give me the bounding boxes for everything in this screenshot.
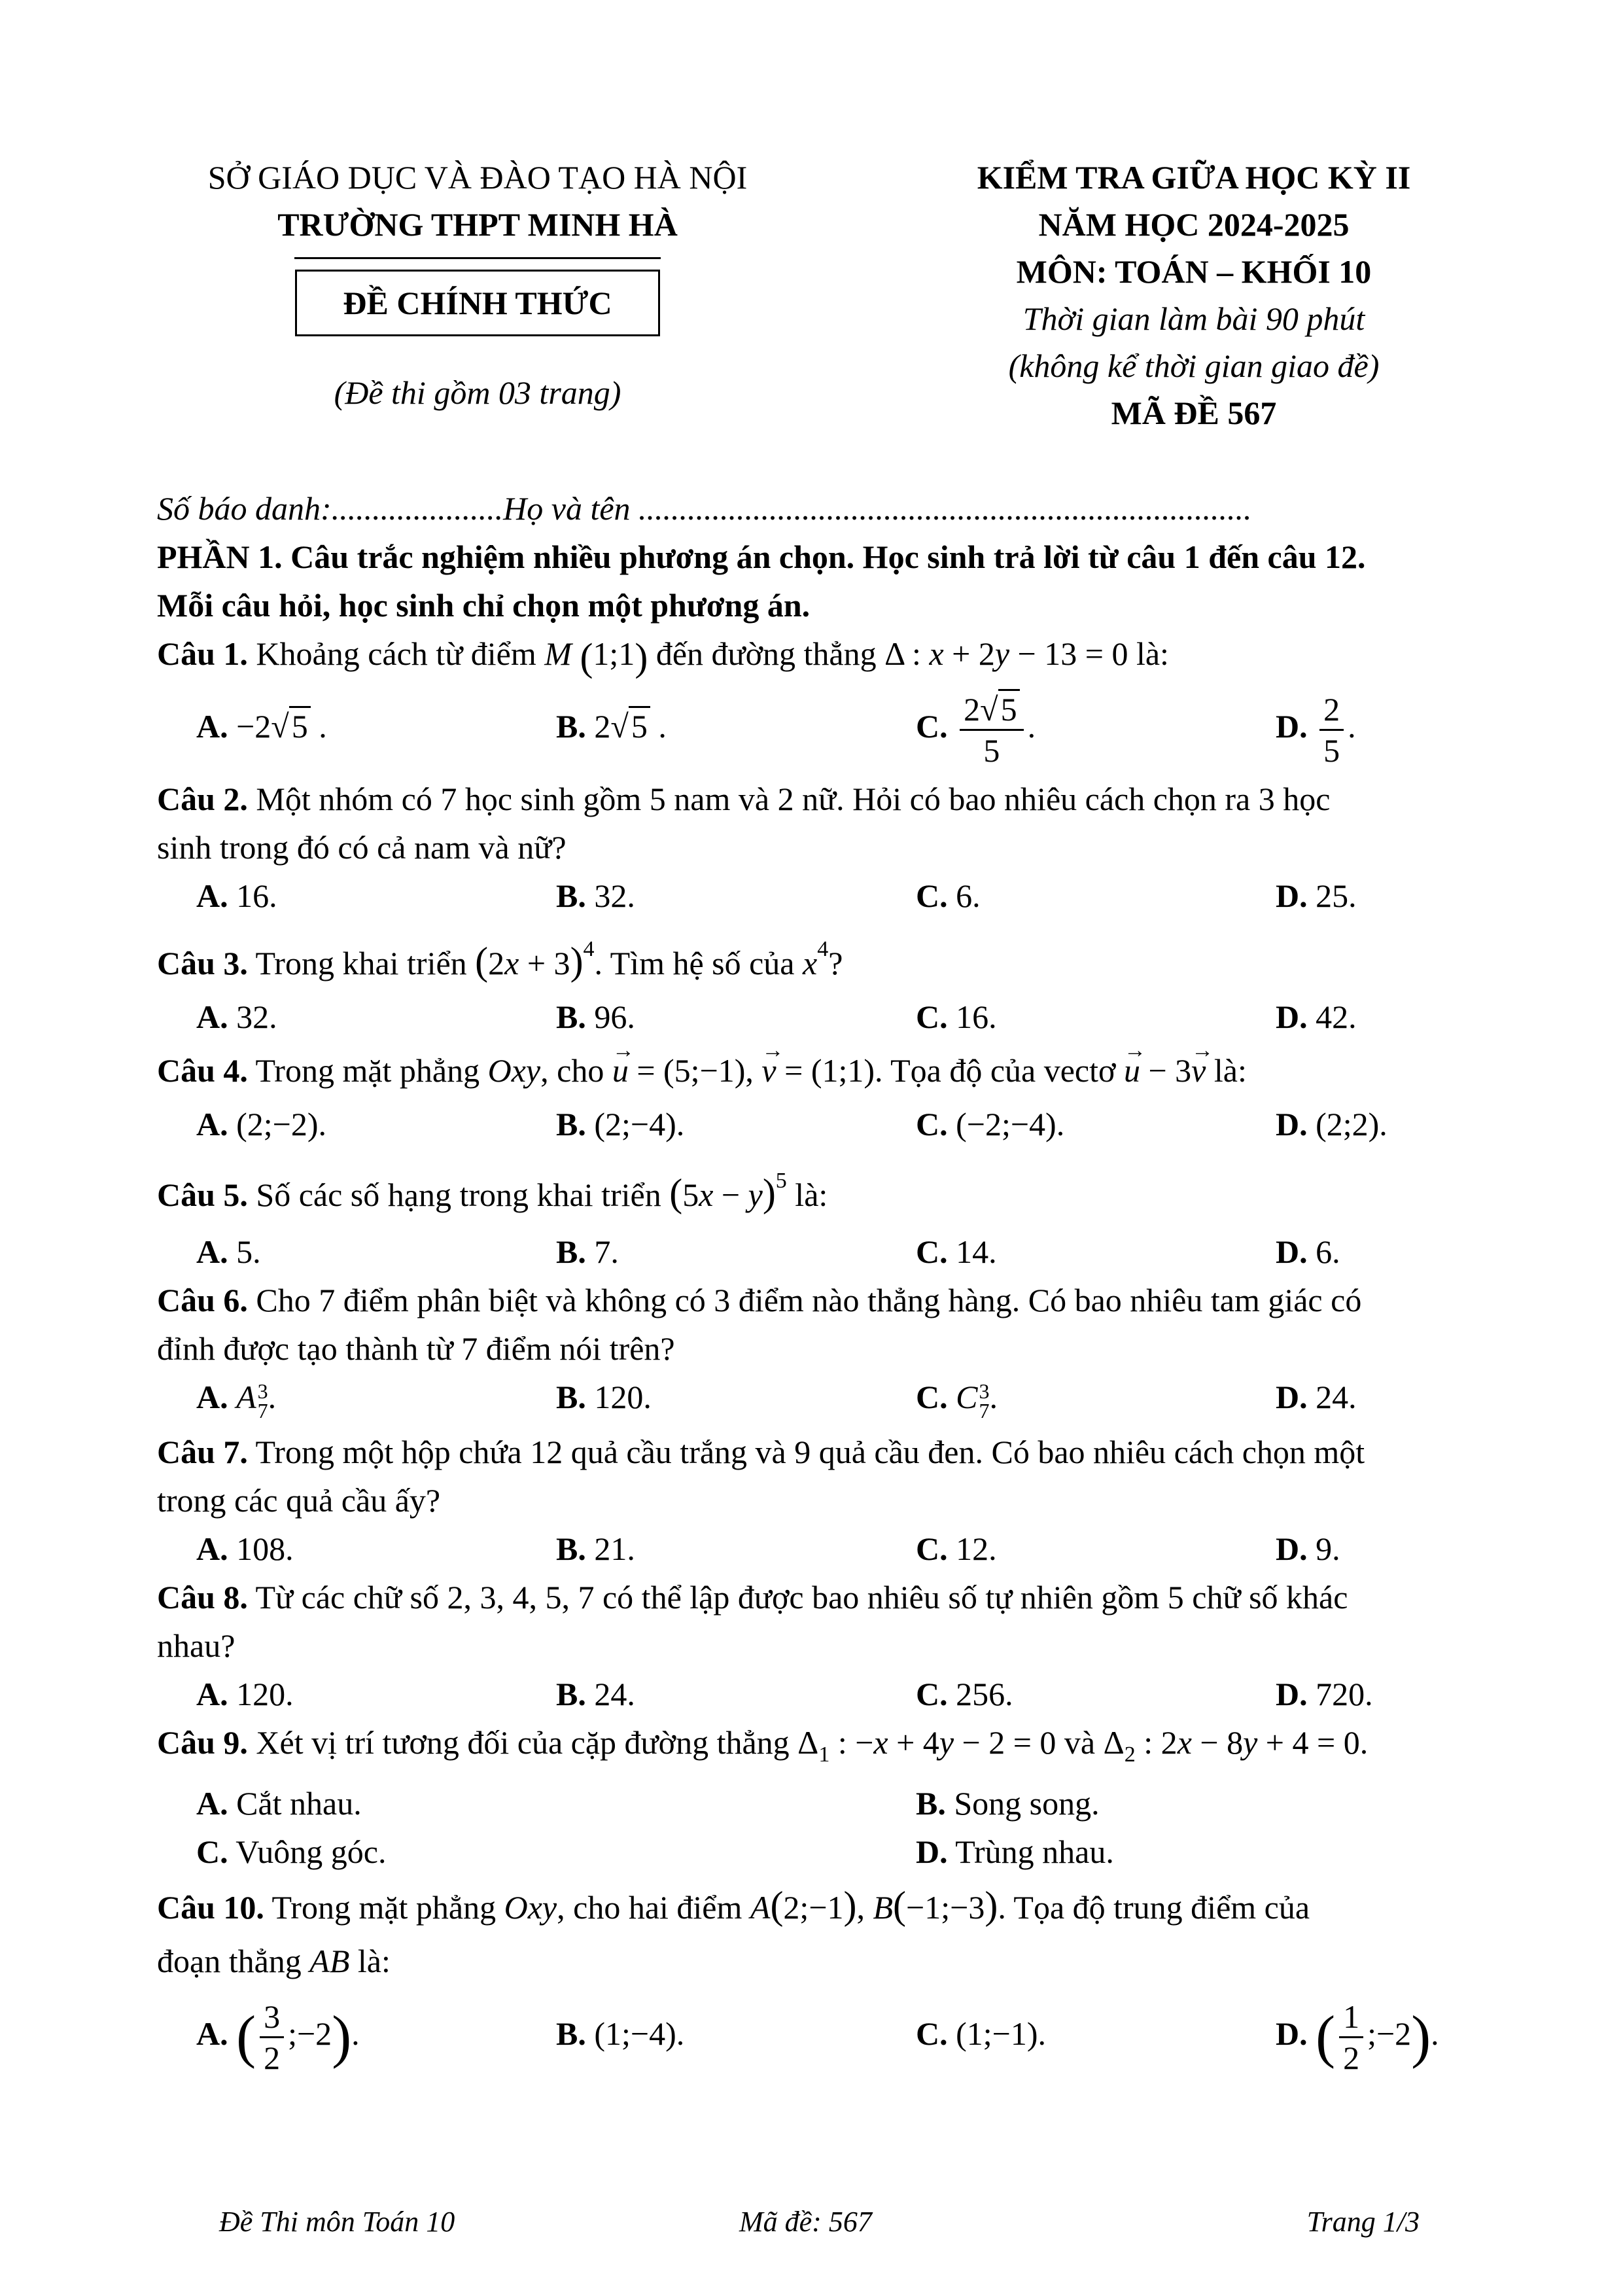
q9-option-b[interactable]: B. Song song. bbox=[916, 1785, 1100, 1822]
footer-subject: Đề Thi môn Toán 10 bbox=[219, 2206, 455, 2238]
question-4: Câu 4. Trong mặt phẳng Oxy, cho → u = (5;−1), → v = (1;1). Tọa độ của vectơ → u − 3→ v là: bbox=[157, 1041, 1478, 1100]
footer-page-number: Trang 1/3 bbox=[1306, 2206, 1420, 2238]
question-6-cont: đỉnh được tạo thành từ 7 điểm nói trên? bbox=[157, 1330, 675, 1367]
q10-option-c[interactable]: C. (1;−1). bbox=[916, 2015, 1046, 2052]
q6-option-d[interactable]: D. 24. bbox=[1276, 1379, 1357, 1415]
q9-option-a[interactable]: A. Cắt nhau. bbox=[196, 1785, 362, 1822]
q9-option-c[interactable]: C. Vuông góc. bbox=[196, 1833, 387, 1870]
q5-option-b[interactable]: B. 7. bbox=[556, 1233, 619, 1270]
q5-option-d[interactable]: D. 6. bbox=[1276, 1233, 1340, 1270]
question-8: Câu 8. Từ các chữ số 2, 3, 4, 5, 7 có thể lập được bao nhiêu số tự nhiên gồm 5 chữ số khác bbox=[157, 1579, 1348, 1616]
q3-option-c[interactable]: C. 16. bbox=[916, 998, 997, 1035]
question-8-cont: nhau? bbox=[157, 1627, 236, 1664]
question-1: Câu 1. Khoảng cách từ điểm M (1;1) đến đường thẳng Δ : x + 2y − 13 = 0 là: bbox=[157, 635, 1169, 679]
q3-option-d[interactable]: D. 42. bbox=[1276, 998, 1357, 1035]
question-9: Câu 9. Xét vị trí tương đối của cặp đường thẳng $\Delta_1$ : −x + 4y − 2 = 0 và $\Delta_2$ : 2x − 8y + 4 = 0. bbox=[157, 1724, 1369, 1767]
question-10: Câu 10. Trong mặt phẳng Oxy, cho hai điểm A(2;−1), B(−1;−3). Tọa độ trung điểm của bbox=[157, 1884, 1310, 1927]
q4-option-b[interactable]: B. (2;−4). bbox=[556, 1106, 685, 1142]
q10-option-d[interactable]: D. ( $\frac{1}{2}$ ;−2). bbox=[1276, 1998, 1439, 2077]
question-6: Câu 6. Cho 7 điểm phân biệt và không có 3 điểm nào thẳng hàng. Có bao nhiêu tam giác có bbox=[157, 1282, 1362, 1318]
school-year: NĂM HỌC 2024-2025 bbox=[1038, 206, 1350, 243]
part1-subtitle: Mỗi câu hỏi, học sinh chỉ chọn một phương án. bbox=[157, 587, 811, 624]
q1-point: M (1;1) bbox=[544, 635, 648, 679]
q7-option-c[interactable]: C. 12. bbox=[916, 1530, 997, 1567]
q4-option-a[interactable]: A. (2;−2). bbox=[196, 1106, 326, 1142]
q7-option-b[interactable]: B. 21. bbox=[556, 1530, 635, 1567]
q2-option-c[interactable]: C. 6. bbox=[916, 877, 981, 914]
exam-title: KIỂM TRA GIỮA HỌC KỲ II bbox=[977, 159, 1411, 196]
duration-note: (không kể thời gian giao đề) bbox=[1008, 347, 1380, 384]
q6-option-b[interactable]: B. 120. bbox=[556, 1379, 652, 1415]
q6-option-c[interactable]: C. C 3 7 . bbox=[916, 1379, 998, 1422]
q1-option-a[interactable]: A. −2√5 . bbox=[196, 678, 327, 775]
school-name: TRƯỜNG THPT MINH HÀ bbox=[277, 206, 678, 243]
question-7: Câu 7. Trong một hộp chứa 12 quả cầu trắng và 9 quả cầu đen. Có bao nhiêu cách chọn một bbox=[157, 1434, 1365, 1470]
part1-title: PHẦN 1. Câu trắc nghiệm nhiều phương án chọn. Học sinh trả lời từ câu 1 đến câu 12. bbox=[157, 539, 1366, 575]
department-name: SỞ GIÁO DỤC VÀ ĐÀO TẠO HÀ NỘI bbox=[207, 159, 748, 196]
exam-code: MÃ ĐỀ 567 bbox=[1111, 395, 1277, 431]
q5-option-a[interactable]: A. 5. bbox=[196, 1233, 261, 1270]
q8-option-a[interactable]: A. 120. bbox=[196, 1676, 294, 1712]
q3-options bbox=[157, 993, 1478, 1041]
q1-option-b[interactable]: B. 2√5 . bbox=[556, 678, 667, 775]
q3-option-b[interactable]: B. 96. bbox=[556, 998, 635, 1035]
q1-option-d[interactable]: D. $\frac{2}{5}$ . bbox=[1276, 691, 1356, 769]
q10-option-a[interactable]: A. ( $\frac{3}{2}$ ;−2). bbox=[196, 1998, 360, 2077]
q7-option-a[interactable]: A. 108. bbox=[196, 1530, 294, 1567]
q3-option-a[interactable]: A. 32. bbox=[196, 998, 277, 1035]
student-info-line: Số báo danh:.....................Họ và tên ........................................................................... bbox=[157, 490, 1252, 527]
q5-options bbox=[157, 1227, 1478, 1276]
duration: Thời gian làm bài 90 phút bbox=[1022, 300, 1365, 337]
question-7-cont: trong các quả cầu ấy? bbox=[157, 1482, 441, 1519]
question-2: Câu 2. Một nhóm có 7 học sinh gồm 5 nam và 2 nữ. Hỏi có bao nhiêu cách chọn ra 3 học bbox=[157, 781, 1331, 817]
q8-options bbox=[157, 1670, 1478, 1718]
q4-options bbox=[157, 1100, 1478, 1148]
header-left bbox=[157, 154, 798, 416]
q8-option-d[interactable]: D. 720. bbox=[1276, 1676, 1373, 1712]
exam-header bbox=[157, 154, 1472, 435]
footer-exam-code: Mã đề: 567 bbox=[739, 2206, 872, 2238]
q3-expansion: $(2x + 3)^4$ bbox=[475, 937, 595, 983]
q1-option-c[interactable]: C. $\frac{2√5}{5}$ . bbox=[916, 678, 1036, 775]
q8-option-b[interactable]: B. 24. bbox=[556, 1676, 635, 1712]
page-footer bbox=[157, 2205, 1472, 2244]
q2-options bbox=[157, 872, 1478, 920]
pages-note: (Đề thi gồm 03 trang) bbox=[334, 374, 621, 411]
q9-options-row1 bbox=[157, 1779, 1478, 1828]
q2-option-a[interactable]: A. 16. bbox=[196, 877, 277, 914]
q9-option-d[interactable]: D. Trùng nhau. bbox=[916, 1833, 1114, 1870]
q7-options bbox=[157, 1525, 1478, 1573]
q5-option-c[interactable]: C. 14. bbox=[916, 1233, 997, 1270]
q2-option-b[interactable]: B. 32. bbox=[556, 877, 635, 914]
q7-option-d[interactable]: D. 9. bbox=[1276, 1530, 1340, 1567]
q10-options bbox=[157, 1985, 1478, 2082]
q8-option-c[interactable]: C. 256. bbox=[916, 1676, 1013, 1712]
official-exam-box: ĐỀ CHÍNH THỨC bbox=[295, 270, 659, 336]
header-right bbox=[916, 154, 1472, 436]
q1-options bbox=[157, 678, 1478, 775]
question-5: Câu 5. Số các số hạng trong khai triển $(5x - y)^5$ là: bbox=[157, 1169, 828, 1214]
q6-options bbox=[157, 1373, 1478, 1428]
exam-body bbox=[157, 484, 1478, 2082]
q10-option-b[interactable]: B. (1;−4). bbox=[556, 2015, 685, 2052]
question-3: Câu 3. Trong khai triển $(2x + 3)^4$. Tìm hệ số của $x^4$? bbox=[157, 937, 843, 983]
question-2-cont: sinh trong đó có cả nam và nữ? bbox=[157, 829, 567, 866]
q4-option-d[interactable]: D. (2;2). bbox=[1276, 1106, 1387, 1142]
q4-option-c[interactable]: C. (−2;−4). bbox=[916, 1106, 1065, 1142]
subject: MÔN: TOÁN – KHỐI 10 bbox=[1016, 253, 1372, 290]
header-divider bbox=[294, 257, 661, 259]
q9-options-row2 bbox=[157, 1828, 1478, 1876]
question-10-cont: đoạn thẳng AB là: bbox=[157, 1943, 391, 1979]
q1-line: Δ : x + 2y − 13 = 0 bbox=[884, 635, 1128, 672]
q6-option-a[interactable]: A. A 3 7 . bbox=[196, 1379, 277, 1422]
q2-option-d[interactable]: D. 25. bbox=[1276, 877, 1357, 914]
